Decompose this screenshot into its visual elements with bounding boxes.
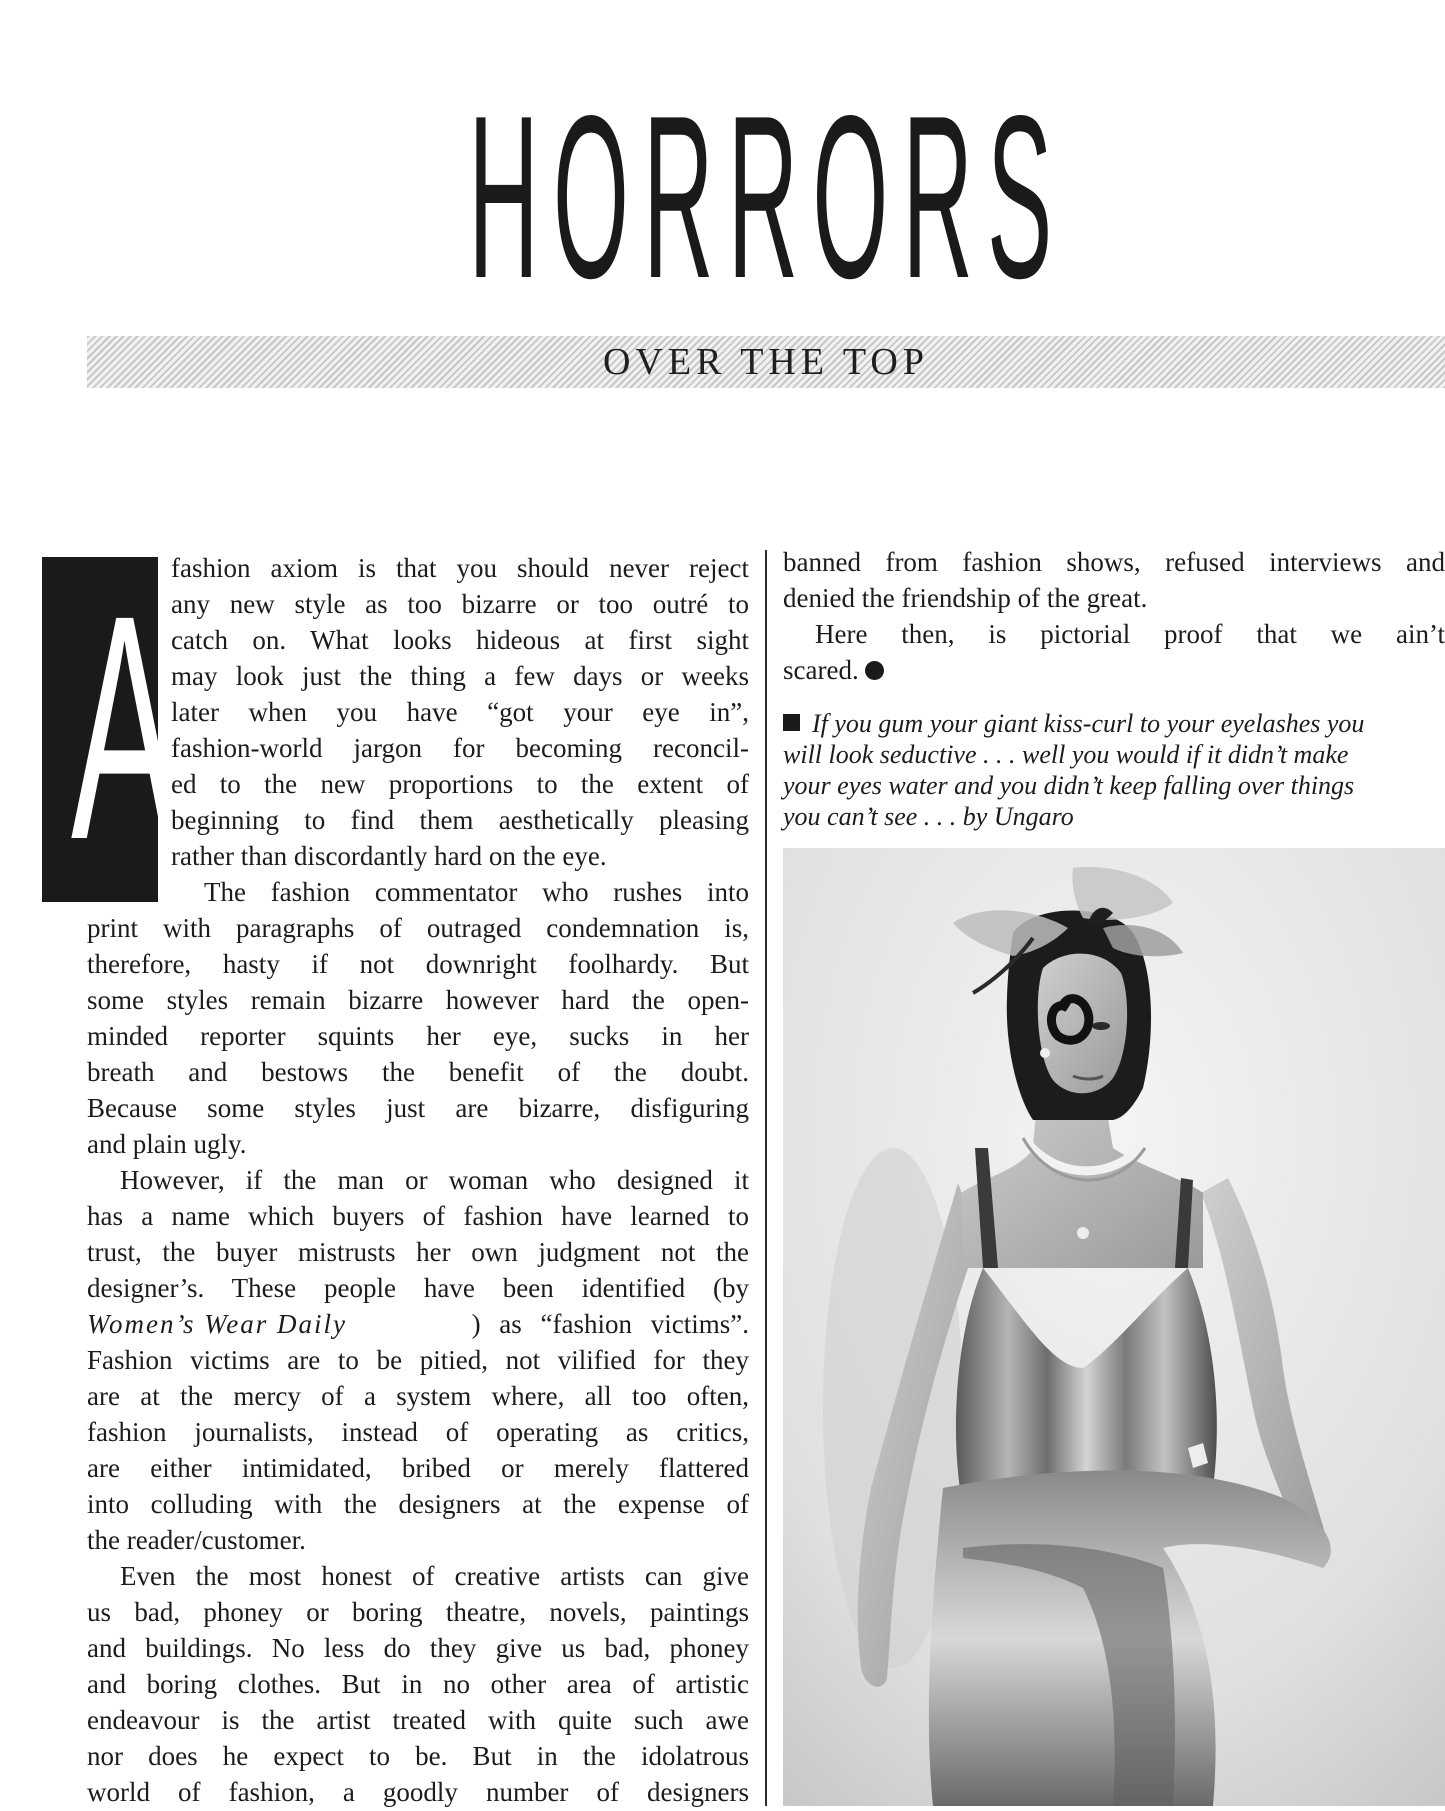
body-line: nor does he expect to be. But in the idolatrous xyxy=(87,1741,749,1771)
body-line: beginning to find them aesthetically pleasing xyxy=(171,805,749,835)
body-line: Fashion victims are to be pitied, not vilified for they xyxy=(87,1345,749,1375)
fashion-photo-illustration xyxy=(783,848,1445,1806)
body-line: ed to the new proportions to the extent of xyxy=(171,769,749,799)
caption-line: your eyes water and you didn’t keep falling over things xyxy=(783,771,1355,800)
body-line: rather than discordantly hard on the eye. xyxy=(171,841,607,871)
body-line: and plain ugly. xyxy=(87,1129,247,1159)
body-line: are either intimidated, bribed or merely flattered xyxy=(87,1453,749,1483)
caption-line: you can’t see . . . by Ungaro xyxy=(783,802,1074,831)
body-line: into colluding with the designers at the expense of xyxy=(87,1489,749,1519)
body-line xyxy=(783,652,1445,688)
body-line: The fashion commentator who rushes into xyxy=(204,877,749,907)
body-line: has a name which buyers of fashion have learned to xyxy=(87,1201,749,1231)
body-line: designer’s. These people have been identified (by xyxy=(87,1273,749,1303)
body-line: However, if the man or woman who designed it xyxy=(120,1165,749,1195)
end-mark-icon xyxy=(865,661,884,680)
body-line: are at the mercy of a system where, all too often, xyxy=(87,1381,749,1411)
column-divider xyxy=(765,550,767,1806)
section-banner xyxy=(87,336,1445,388)
body-line: print with paragraphs of outraged condemnation is, xyxy=(87,913,749,943)
body-line: breath and bestows the benefit of the doubt. xyxy=(87,1057,749,1087)
section-subtitle: OVER THE TOP xyxy=(602,341,930,383)
page-title: HORRORS xyxy=(468,68,1067,327)
body-line: endeavour is the artist treated with quite such awe xyxy=(87,1705,749,1735)
body-line: world of fashion, a goodly number of designers xyxy=(87,1777,749,1807)
body-line: the reader/customer. xyxy=(87,1525,306,1555)
body-line: some styles remain bizarre however hard the open- xyxy=(87,985,749,1015)
body-line: Because some styles just are bizarre, disfiguring xyxy=(87,1093,749,1123)
caption-line xyxy=(783,708,1364,739)
body-line: and boring clothes. But in no other area of artistic xyxy=(87,1669,749,1699)
body-line: catch on. What looks hideous at first sight xyxy=(171,625,749,655)
square-bullet-icon xyxy=(783,714,800,731)
body-line: Even the most honest of creative artists can give xyxy=(120,1561,749,1591)
body-line-text: scared. xyxy=(783,655,859,685)
body-line: therefore, hasty if not downright foolhardy. But xyxy=(87,949,749,979)
body-line: fashion journalists, instead of operating as critics, xyxy=(87,1417,749,1447)
drop-cap-letter: A xyxy=(71,548,178,906)
model-eye xyxy=(1092,1022,1110,1030)
caption-text: If you gum your giant kiss-curl to your eyelashes you xyxy=(812,709,1365,738)
body-line: may look just the thing a few days or weeks xyxy=(171,661,749,691)
body-line: denied the friendship of the great. xyxy=(783,583,1148,613)
pendant xyxy=(1077,1227,1089,1239)
body-line: fashion axiom is that you should never reject xyxy=(171,553,749,583)
body-line: and buildings. No less do they give us bad, phoney xyxy=(87,1633,749,1663)
body-line: us bad, phoney or boring theatre, novels, paintings xyxy=(87,1597,749,1627)
body-line: any new style as too bizarre or too outré to xyxy=(171,589,749,619)
body-line: fashion-world jargon for becoming reconcil- xyxy=(171,733,749,763)
earring xyxy=(1040,1048,1050,1058)
body-line: banned from fashion shows, refused interviews and xyxy=(783,547,1445,577)
body-line: trust, the buyer mistrusts her own judgment not the xyxy=(87,1237,749,1267)
caption-line: will look seductive . . . well you would if it didn’t make xyxy=(783,740,1349,769)
publication-name: Women’s Wear Daily xyxy=(87,1309,348,1339)
body-line: minded reporter squints her eye, sucks in her xyxy=(87,1021,749,1051)
body-line: later when you have “got your eye in”, xyxy=(171,697,749,727)
fashion-photo xyxy=(783,848,1445,1806)
drop-cap xyxy=(42,548,178,906)
body-line: Here then, is pictorial proof that we ain’t xyxy=(815,619,1445,649)
body-line: ) as “fashion victims”. xyxy=(471,1309,749,1339)
